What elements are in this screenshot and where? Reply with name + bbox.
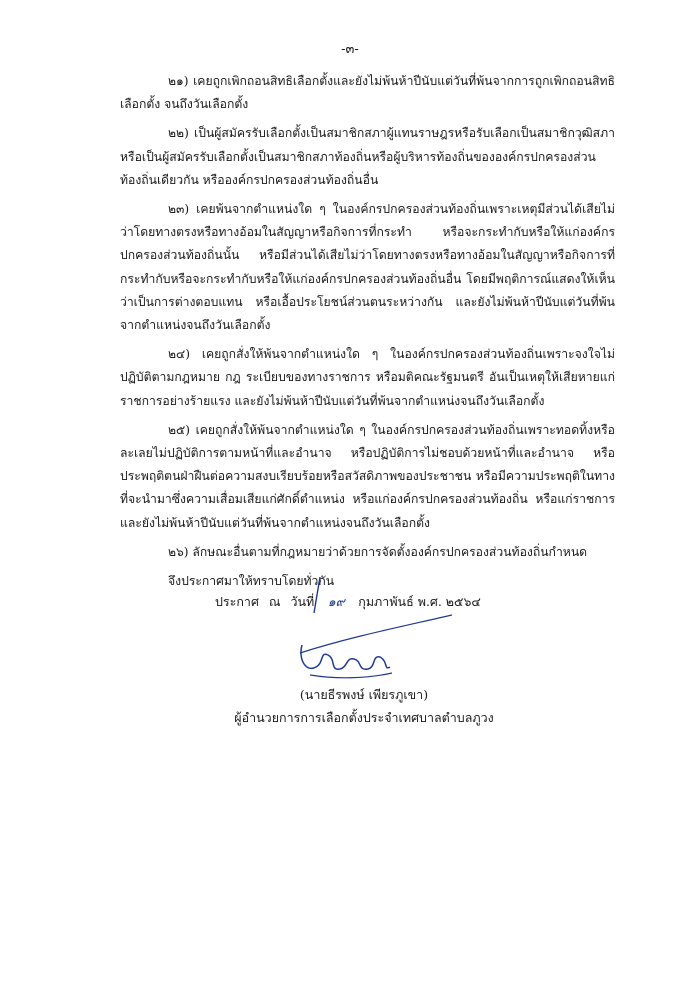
clause-23: ๒๓) เคยพ้นจากตำแหน่งใด ๆ ในองค์กรปกครองส่วนท้องถิ่นเพราะเหตุมีส่วนได้เสียไม่ว่าโดยทางตรงหรือทางอ้อมในสัญญาหรือกิจการที่กระทำ หรือจะกระทำกับหรือให้แก่องค์กรปกครองส่วนท้องถิ่นนั้น หรือมีส่วนได้เสียไม่ว่าโดยทางตรงหรือทางอ้อมในสัญญาหรือกิจการที่กระทำกับหรือจะกระทำกับหรือให้แก่องค์กรปกครองส่วนท้องถิ่นอื่น โดยมีพฤติการณ์แสดงให้เห็นว่าเป็นการต่างตอบแทน หรือเอื้อประโยชน์ส่วนตนระหว่างกัน และยังไม่พ้นห้าปีนับแต่วันที่พ้นจากตำแหน่งจนถึงวันเลือกตั้ง <box>120 202 615 333</box>
handwritten-signature <box>280 575 480 685</box>
announcement-month-year: กุมภาพันธ์ พ.ศ. ๒๕๖๔ <box>358 594 481 609</box>
announcement-at: ณ <box>268 594 281 609</box>
clause-26: ๒๖) ลักษณะอื่นตามที่กฎหมายว่าด้วยการจัดตั้งองค์กรปกครองส่วนท้องถิ่นกำหนด <box>168 544 588 559</box>
announcement-prefix: ประกาศ <box>215 594 259 609</box>
clause-21: ๒๑) เคยถูกเพิกถอนสิทธิเลือกตั้งและยังไม่พ้นห้าปีนับแต่วันที่พ้นจากการถูกเพิกถอนสิทธิเลือกตั้ง จนถึงวันเลือกตั้ง <box>120 74 615 112</box>
document-body <box>120 70 615 593</box>
page-number: -๓- <box>341 42 359 57</box>
announcement-day-value: ๑๙ <box>327 594 345 609</box>
signer-title: ผู้อำนวยการการเลือกตั้งประจำเทศบาลตำบลภูวง <box>234 710 494 725</box>
closing-statement: จึงประกาศมาให้ทราบโดยทั่วกัน <box>168 574 335 589</box>
clause-24: ๒๔) เคยถูกสั่งให้พ้นจากตำแหน่งใด ๆ ในองค์กรปกครองส่วนท้องถิ่นเพราะจงใจไม่ปฏิบัติตามกฎหมาย กฎ ระเบียบของทางราชการ หรือมติคณะรัฐมนตรี อันเป็นเหตุให้เสียหายแก่ราชการอย่างร้ายแรง และยังไม่พ้นห้าปีนับแต่วันที่พ้นจากตำแหน่งจนถึงวันเลือกตั้ง <box>120 347 615 408</box>
announcement-day-label: วันที่ <box>290 594 315 609</box>
clause-25: ๒๕) เคยถูกสั่งให้พ้นจากตำแหน่งใด ๆ ในองค์กรปกครองส่วนท้องถิ่นเพราะทอดทิ้งหรือละเลยไม่ปฏิบัติการตามหน้าที่และอำนาจ หรือปฏิบัติการไม่ชอบด้วยหน้าที่และอำนาจ หรือประพฤติตนฝ่าฝืนต่อความสงบเรียบร้อยหรือสวัสดิภาพของประชาชน หรือมีความประพฤติในทางที่จะนำมาซึ่งความเสื่อมเสียแก่ศักดิ์ตำแหน่ง หรือแก่องค์กรปกครองส่วนท้องถิ่น หรือแก่ราชการ และยังไม่พ้นห้าปีนับแต่วันที่พ้นจากตำแหน่งจนถึงวันเลือกตั้ง <box>120 422 615 530</box>
signer-name: (นายธีรพงษ์ เพียรภูเขา) <box>299 687 429 702</box>
clause-22: ๒๒) เป็นผู้สมัครรับเลือกตั้งเป็นสมาชิกสภาผู้แทนราษฎรหรือรับเลือกเป็นสมาชิกวุฒิสภา หรือเป็นผู้สมัครรับเลือกตั้งเป็นสมาชิกสภาท้องถิ่นหรือผู้บริหารท้องถิ่นขององค์กรปกครองส่วนท้องถิ่นเดียวกัน หรือองค์กรปกครองส่วนท้องถิ่นอื่น <box>120 126 615 187</box>
